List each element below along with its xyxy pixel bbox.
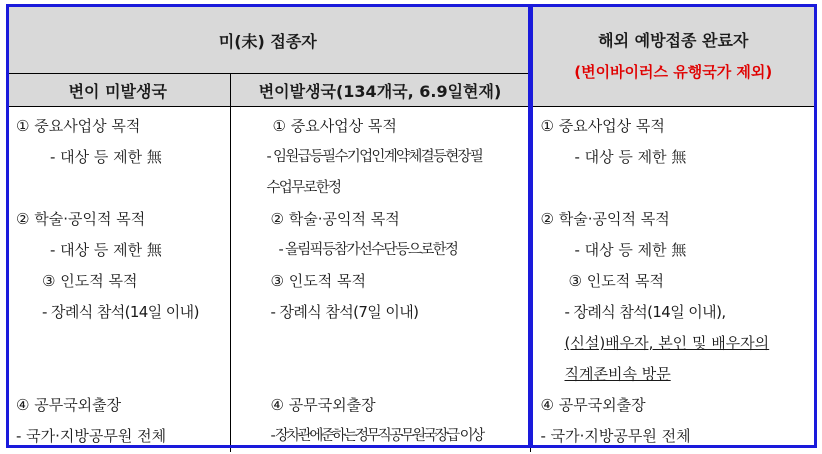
official-trip-title: ④ 공무국외출장: [540, 396, 646, 414]
business-purpose-title: ① 중요사업상 목적: [272, 117, 397, 135]
humanitarian-purpose-title: ③ 인도적 목적: [270, 272, 366, 290]
business-purpose-detail: - 대상 등 제한 無: [50, 148, 162, 166]
col-variant: [230, 107, 530, 453]
business-purpose-detail: - 임원급등필수기업인계약체결등현장필: [266, 149, 483, 165]
variant-exclusion-note: (변이바이러스 유행국가 제외): [574, 62, 773, 81]
official-trip-title: ④ 공무국외출장: [16, 396, 122, 414]
academic-purpose-title: ② 학술·공익적 목적: [540, 210, 670, 228]
humanitarian-purpose-title: ③ 인도적 목적: [42, 272, 138, 290]
humanitarian-purpose-title: ③ 인도적 목적: [568, 272, 664, 290]
new-family-visit-detail: (신설)배우자, 본인 및 배우자의: [564, 334, 770, 352]
exemption-table: [6, 5, 816, 452]
humanitarian-purpose-detail: - 장례식 참석(14일 이내): [42, 303, 199, 321]
col-no-variant: [6, 107, 230, 453]
business-purpose-title: ① 중요사업상 목적: [540, 117, 665, 135]
variant-countries-header: 변이발생국(134개국, 6.9일현재): [230, 74, 530, 107]
new-family-visit-detail-cont: 직계존비속 방문: [564, 365, 671, 383]
vaccinated-abroad-title: 해외 예방접종 완료자: [598, 30, 749, 50]
business-purpose-title: ① 중요사업상 목적: [16, 117, 141, 135]
quarantine-exemption-table: [6, 5, 816, 447]
vaccinated-abroad-header: [530, 6, 816, 107]
academic-purpose-title: ② 학술·공익적 목적: [16, 210, 146, 228]
no-variant-countries-header: 변이 미발생국: [6, 74, 230, 107]
humanitarian-purpose-detail: - 장례식 참석(14일 이내),: [564, 303, 726, 321]
business-purpose-detail-cont: 수업무로한정: [266, 180, 341, 196]
academic-purpose-detail: - 대상 등 제한 無: [50, 241, 162, 259]
academic-purpose-detail: - 올림픽등참가선수단등으로한정: [278, 242, 458, 258]
academic-purpose-detail: - 대상 등 제한 無: [574, 241, 687, 259]
official-trip-detail: - 국가·지방공무원 전체: [16, 427, 167, 445]
humanitarian-purpose-detail: - 장례식 참석(7일 이내): [270, 303, 419, 321]
academic-purpose-title: ② 학술·공익적 목적: [270, 210, 400, 228]
col-vaccinated-abroad: [530, 107, 816, 453]
business-purpose-detail: - 대상 등 제한 無: [574, 148, 687, 166]
official-trip-detail: - 장차관에준하는정무직공무원국장급 이상: [270, 428, 483, 444]
official-trip-detail: - 국가·지방공무원 전체: [540, 427, 691, 445]
unvaccinated-header: 미(未) 접종자: [6, 6, 530, 74]
official-trip-title: ④ 공무국외출장: [270, 396, 376, 414]
